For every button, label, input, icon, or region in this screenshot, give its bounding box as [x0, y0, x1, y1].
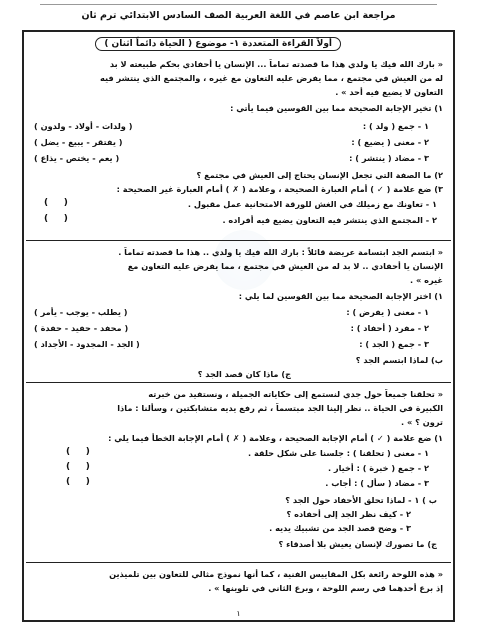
question-text: ج) ما تصورك لإنسان يعيش بلا أصدقاء ؟ — [278, 539, 437, 549]
question-item-label: ٣ - جمع ( الجد ) : — [359, 339, 429, 349]
passage-line: ترون ؟ » . — [401, 417, 443, 427]
section-3 — [26, 385, 451, 563]
answer-parentheses[interactable]: ( ) — [44, 198, 68, 208]
passage-line: « تحلقنا جميعاً حول جدي لنستمع إلى حكاياته الجميلة ، ونستفيد من خبرته — [148, 389, 443, 399]
question-item-options: ( يعم - يختص - يذاع ) — [34, 153, 120, 163]
answer-parentheses[interactable]: ( ) — [66, 447, 90, 457]
question-item-options: ( ولدات - أولاد - ولدون ) — [34, 121, 133, 131]
top-rule — [40, 4, 437, 5]
question-item-options: ( الجد - المجدود - الأجداد ) — [34, 339, 140, 349]
page-header: مراجعة ابن عاصم في اللغة العربية الصف السادس الابتدائي ترم ثان — [81, 10, 396, 21]
question-item-options: ( محفد - حفيد - حفدة ) — [34, 323, 129, 333]
true-false-item: ١ - معنى ( تحلقنا ) : جلسنا على شكل حلقة . — [248, 448, 429, 458]
question-title: ١) اختر الإجابة الصحيحة مما بين القوسين لما يلي : — [238, 291, 443, 301]
question-text: ج) ماذا كان قصد الجد ؟ — [197, 369, 291, 379]
section-1 — [26, 33, 451, 241]
true-false-item: ١ - تعاونك مع زميلك في الغش للورقة الامتحانية عمل مقبول . — [187, 199, 437, 209]
passage-line: الإنسان يا أحفادي .. لا بد له من العيش في مجتمع ، مما يفرض عليه التعاون مع — [127, 261, 443, 271]
passage-line: غيره » . — [410, 275, 443, 285]
passage-line: « بارك الله فيك يا ولدي هذا ما قصدته تماماً ... الإنسان يا أحفادي بحكم طبيعته لا بد — [109, 59, 443, 69]
passage-line: إذ برع أحدهما في رسم اللوحة ، وبرع الثاني في تلوينها » . — [208, 583, 443, 593]
passage-line: « هذه اللوحة رائعة بكل المقاييس الفنية ، كما أنها نموذج مثالي للتعاون بين تلميذين — [109, 569, 443, 579]
question-item-label: ٢ - معنى ( يضيع ) : — [351, 137, 429, 147]
passage-line: التعاون لا يضيع فيه أحد » . — [335, 87, 443, 97]
question-title: ١) ضع علامة ( ✓ ) أمام الإجابة الصحيحة ، وعلامة ( ✗ ) أمام الإجابة الخطأ فيما يلي : — [108, 433, 443, 443]
answer-parentheses[interactable]: ( ) — [44, 214, 68, 224]
question-item-label: ٣ - مضاد ( ينتشر ) : — [349, 153, 429, 163]
true-false-item: ٣ - مضاد ( سأل ) : أجاب . — [325, 478, 429, 488]
answer-parentheses[interactable]: ( ) — [66, 462, 90, 472]
section-1-heading: أولاً القراءة المتعددة ١- موضوع ( الحياة دائماً اثنان ) — [95, 37, 341, 51]
question-text: ب) لماذا ابتسم الجد ؟ — [355, 355, 443, 365]
question-text: ٢ - كيف نظر الجد إلى أحفاده ؟ — [286, 509, 411, 519]
section-4 — [26, 565, 451, 603]
question-item-label: ٢ - مفرد ( أحفاد ) : — [350, 323, 429, 333]
passage-line: « ابتسم الجد ابتسامة عريضة قائلاً : بارك الله فيك يا ولدي .. هذا ما قصدته تماماً . — [118, 247, 443, 257]
page-number: ١ — [236, 609, 241, 618]
question-text: ٣ - وضح قصد الجد من تشبيك يديه . — [269, 523, 411, 533]
question-item-label: ١ - جمع ( ولد ) : — [362, 121, 429, 131]
question-text: ٢) ما الصفة التي تجعل الإنسان يحتاج إلى العيش في مجتمع ؟ — [196, 170, 443, 180]
passage-line: الكبيرة في الحياة .. نظر إلينا الجد مبتسماً ، ثم رفع يديه متشابكتين ، وسألنا : ماذا — [117, 403, 443, 413]
passage-line: له من العيش في مجتمع ، مما يفرض عليه التعاون مع غيره ، والمجتمع الذي ينتشر فيه — [100, 73, 443, 83]
question-item-options: ( يطلب - يوجب - يأمر ) — [34, 307, 128, 317]
question-item-label: ١ - معنى ( يفرض ) : — [346, 307, 429, 317]
answer-parentheses[interactable]: ( ) — [66, 477, 90, 487]
true-false-item: ٢ - جمع ( خبرة ) : أخيار . — [327, 463, 429, 473]
section-2 — [26, 243, 451, 383]
true-false-item: ٢ - المجتمع الذي ينتشر فيه التعاون يضيع فيه أفراده . — [222, 215, 437, 225]
question-text: ب ) ١ - لماذا تحلق الأحفاد حول الجد ؟ — [285, 495, 437, 505]
question-item-options: ( يفتقر - يبيع - يضل ) — [34, 137, 123, 147]
question-title: ٣) ضع علامة ( ✓ ) أمام العبارة الصحيحة ، وعلامة ( ✗ ) أمام العبارة غير الصحيحة : — [116, 184, 443, 194]
question-title: ١) تخير الإجابة الصحيحة مما بين القوسين فيما يأتي : — [230, 103, 443, 113]
